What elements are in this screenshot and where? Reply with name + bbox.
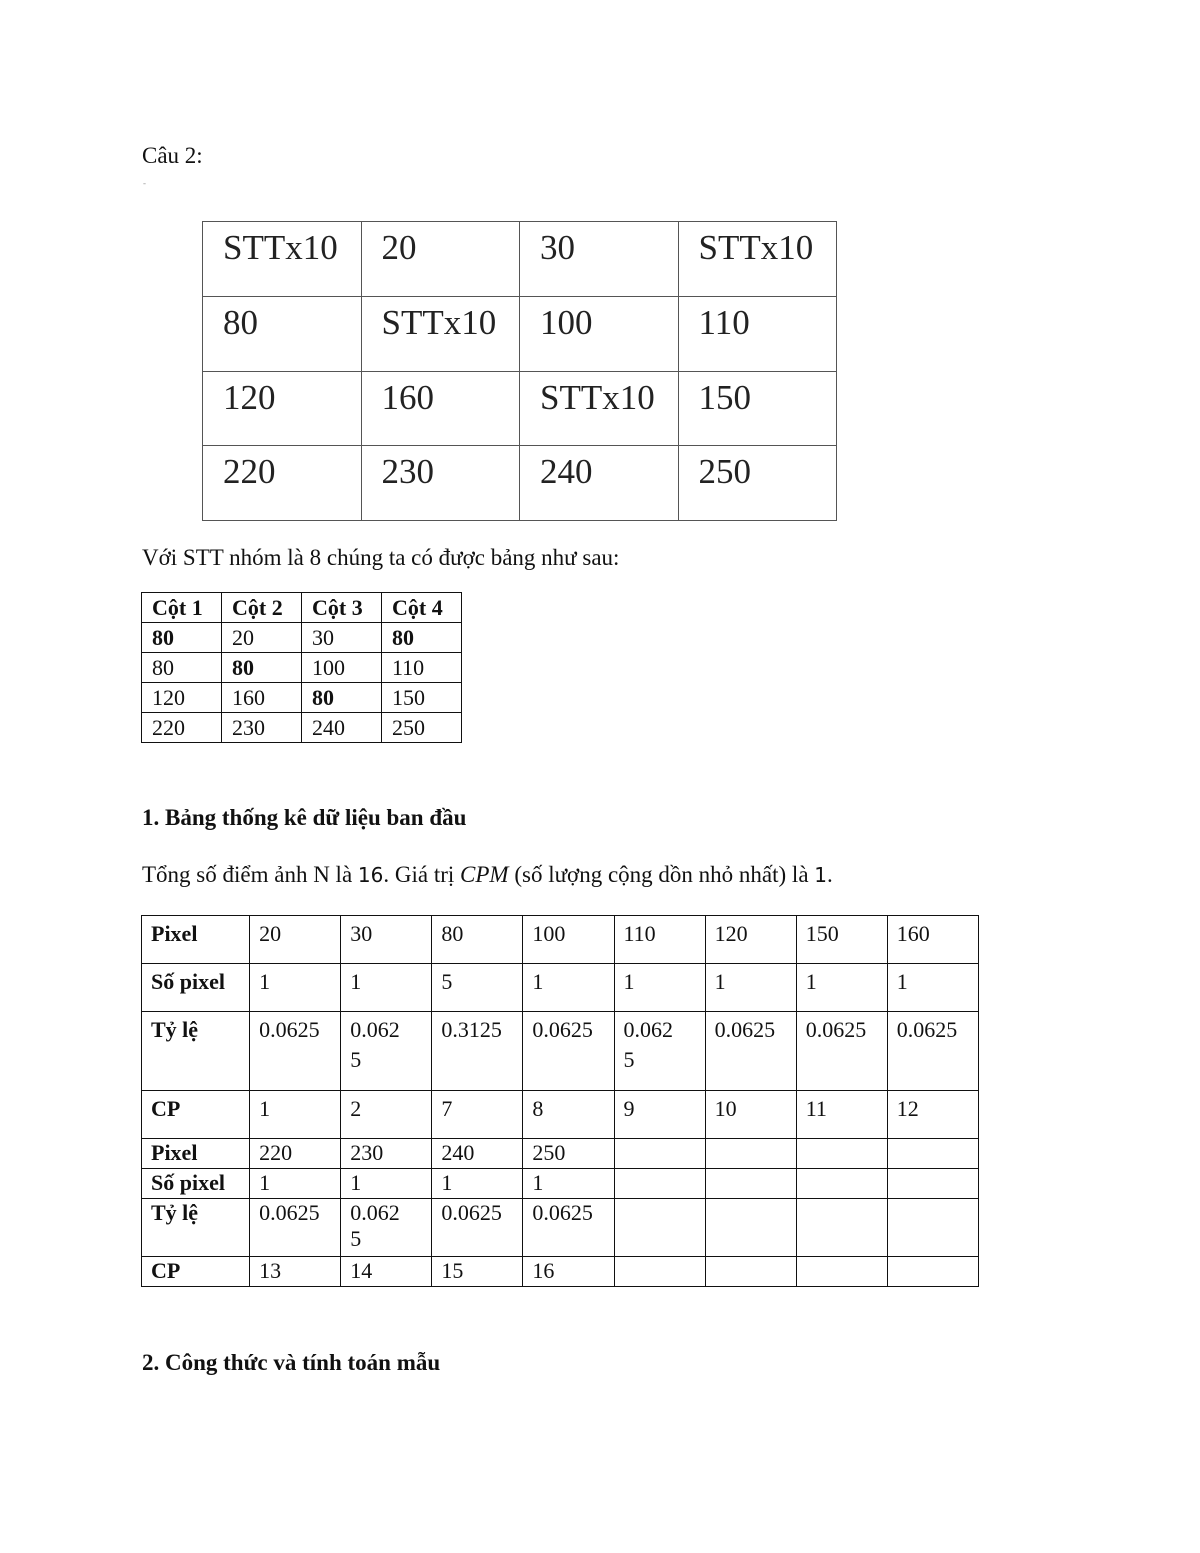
table-cell: 1 — [341, 964, 432, 1012]
table-cell: 80 — [302, 683, 382, 713]
stray-mark: - — [143, 178, 146, 188]
table-row — [142, 1199, 979, 1257]
table-cell: 0.0625 — [432, 1199, 523, 1257]
table-cell: 240 — [520, 446, 679, 521]
table-cell: 7 — [432, 1091, 523, 1139]
table-cell — [887, 1169, 978, 1199]
row-label: Pixel — [142, 916, 250, 964]
table-cell: 9 — [614, 1091, 705, 1139]
table-cell: 100 — [523, 916, 614, 964]
table-row — [142, 1012, 979, 1091]
table-cell: STTx10 — [203, 222, 362, 297]
table-cell: 5 — [432, 964, 523, 1012]
table-header-row — [142, 593, 462, 623]
table-cell: 250 — [382, 713, 462, 743]
table-cell: 110 — [614, 916, 705, 964]
n-value: 16 — [357, 863, 384, 887]
substituted-table — [141, 592, 462, 743]
table-row — [142, 964, 979, 1012]
row-label: Tỷ lệ — [142, 1199, 250, 1257]
table-cell: 160 — [887, 916, 978, 964]
table-cell: 1 — [250, 964, 341, 1012]
table-cell: 20 — [361, 222, 520, 297]
table-cell — [796, 1169, 887, 1199]
table-cell: 1 — [432, 1169, 523, 1199]
summary-text — [142, 862, 833, 888]
table-row — [142, 1139, 979, 1169]
table-cell: 1 — [796, 964, 887, 1012]
table-cell — [887, 1139, 978, 1169]
table-cell: 250 — [523, 1139, 614, 1169]
table-cell: 1 — [250, 1169, 341, 1199]
section-heading-1: 1. Bảng thống kê dữ liệu ban đầu — [142, 805, 467, 830]
column-header: Cột 4 — [382, 593, 462, 623]
table-cell: 1 — [250, 1091, 341, 1139]
cpm-value: 1 — [814, 863, 828, 887]
table-row — [203, 296, 837, 371]
table-cell — [705, 1169, 796, 1199]
table-cell: 1 — [341, 1169, 432, 1199]
table-cell: 1 — [614, 964, 705, 1012]
table-cell: 80 — [432, 916, 523, 964]
table-cell: 230 — [341, 1139, 432, 1169]
table-cell: 160 — [222, 683, 302, 713]
table-cell — [705, 1257, 796, 1287]
intro-text: Với STT nhóm là 8 chúng ta có được bảng như sau: — [142, 545, 620, 570]
table-cell: 110 — [382, 653, 462, 683]
table-cell: 0.3125 — [432, 1012, 523, 1091]
summary-part: (số lượng cộng dồn nhỏ nhất) là — [508, 862, 815, 887]
table-cell: 11 — [796, 1091, 887, 1139]
cpm-term: CPM — [460, 862, 509, 887]
table-cell: 80 — [203, 296, 362, 371]
question-label: Câu 2: — [142, 143, 203, 168]
table-row — [142, 683, 462, 713]
table-cell: 0.0625 — [705, 1012, 796, 1091]
row-label: CP — [142, 1257, 250, 1287]
table-cell — [705, 1199, 796, 1257]
table-cell: 14 — [341, 1257, 432, 1287]
table-cell: 80 — [222, 653, 302, 683]
table-cell: 0.0625 — [523, 1012, 614, 1091]
column-header: Cột 3 — [302, 593, 382, 623]
table-row — [142, 1091, 979, 1139]
table-row — [142, 623, 462, 653]
row-label: Số pixel — [142, 964, 250, 1012]
table-cell: 0.062 5 — [614, 1012, 705, 1091]
table-cell — [614, 1139, 705, 1169]
table-cell: 250 — [678, 446, 837, 521]
table-cell: 15 — [432, 1257, 523, 1287]
table-cell: 160 — [361, 371, 520, 446]
table-cell: 220 — [142, 713, 222, 743]
table-cell: 100 — [520, 296, 679, 371]
row-label: Pixel — [142, 1139, 250, 1169]
table-cell: 1 — [523, 964, 614, 1012]
table-cell: 30 — [520, 222, 679, 297]
table-cell: 80 — [142, 623, 222, 653]
table-cell: 0.0625 — [796, 1012, 887, 1091]
table-row — [142, 1169, 979, 1199]
table-cell: STTx10 — [520, 371, 679, 446]
table-cell — [796, 1139, 887, 1169]
table-cell: 1 — [887, 964, 978, 1012]
table-cell: 230 — [361, 446, 520, 521]
table-cell: 80 — [382, 623, 462, 653]
table-row — [203, 371, 837, 446]
table-cell: 20 — [250, 916, 341, 964]
table-cell: 0.062 5 — [341, 1199, 432, 1257]
table-cell — [705, 1139, 796, 1169]
table-cell: 0.0625 — [523, 1199, 614, 1257]
table-row — [142, 653, 462, 683]
table-cell: 30 — [302, 623, 382, 653]
table-cell — [614, 1199, 705, 1257]
table-cell: 220 — [250, 1139, 341, 1169]
table-cell: STTx10 — [361, 296, 520, 371]
table-cell: 80 — [142, 653, 222, 683]
table-cell: 20 — [222, 623, 302, 653]
summary-part: . Giá trị — [383, 862, 461, 887]
summary-part: . — [827, 862, 833, 887]
table-cell: 10 — [705, 1091, 796, 1139]
table-cell — [614, 1169, 705, 1199]
table-row — [142, 916, 979, 964]
table-row — [203, 446, 837, 521]
table-cell: 0.0625 — [250, 1199, 341, 1257]
section-heading-2: 2. Công thức và tính toán mẫu — [142, 1350, 441, 1375]
table-cell: 240 — [432, 1139, 523, 1169]
table-cell: 120 — [142, 683, 222, 713]
table-cell: 230 — [222, 713, 302, 743]
table-cell: 150 — [678, 371, 837, 446]
template-matrix-table — [202, 221, 837, 521]
table-cell — [887, 1257, 978, 1287]
table-cell — [796, 1199, 887, 1257]
table-cell: 150 — [382, 683, 462, 713]
table-cell: 100 — [302, 653, 382, 683]
table-cell: 240 — [302, 713, 382, 743]
table-cell: 2 — [341, 1091, 432, 1139]
table-cell: 110 — [678, 296, 837, 371]
table-cell: 0.0625 — [250, 1012, 341, 1091]
table-cell — [796, 1257, 887, 1287]
table-cell: 12 — [887, 1091, 978, 1139]
table-cell — [887, 1199, 978, 1257]
table-cell: 13 — [250, 1257, 341, 1287]
table-cell: 0.062 5 — [341, 1012, 432, 1091]
table-cell: 120 — [705, 916, 796, 964]
table-cell: 220 — [203, 446, 362, 521]
row-label: Tỷ lệ — [142, 1012, 250, 1091]
table-cell: STTx10 — [678, 222, 837, 297]
table-cell: 1 — [523, 1169, 614, 1199]
table-cell — [614, 1257, 705, 1287]
statistics-table — [141, 915, 979, 1287]
row-label: CP — [142, 1091, 250, 1139]
row-label: Số pixel — [142, 1169, 250, 1199]
table-cell: 150 — [796, 916, 887, 964]
table-row — [203, 222, 837, 297]
table-cell: 30 — [341, 916, 432, 964]
summary-part: Tổng số điểm ảnh N là — [142, 862, 358, 887]
table-cell: 16 — [523, 1257, 614, 1287]
table-row — [142, 713, 462, 743]
column-header: Cột 1 — [142, 593, 222, 623]
table-cell: 0.0625 — [887, 1012, 978, 1091]
table-row — [142, 1257, 979, 1287]
table-cell: 8 — [523, 1091, 614, 1139]
column-header: Cột 2 — [222, 593, 302, 623]
table-cell: 120 — [203, 371, 362, 446]
table-cell: 1 — [705, 964, 796, 1012]
